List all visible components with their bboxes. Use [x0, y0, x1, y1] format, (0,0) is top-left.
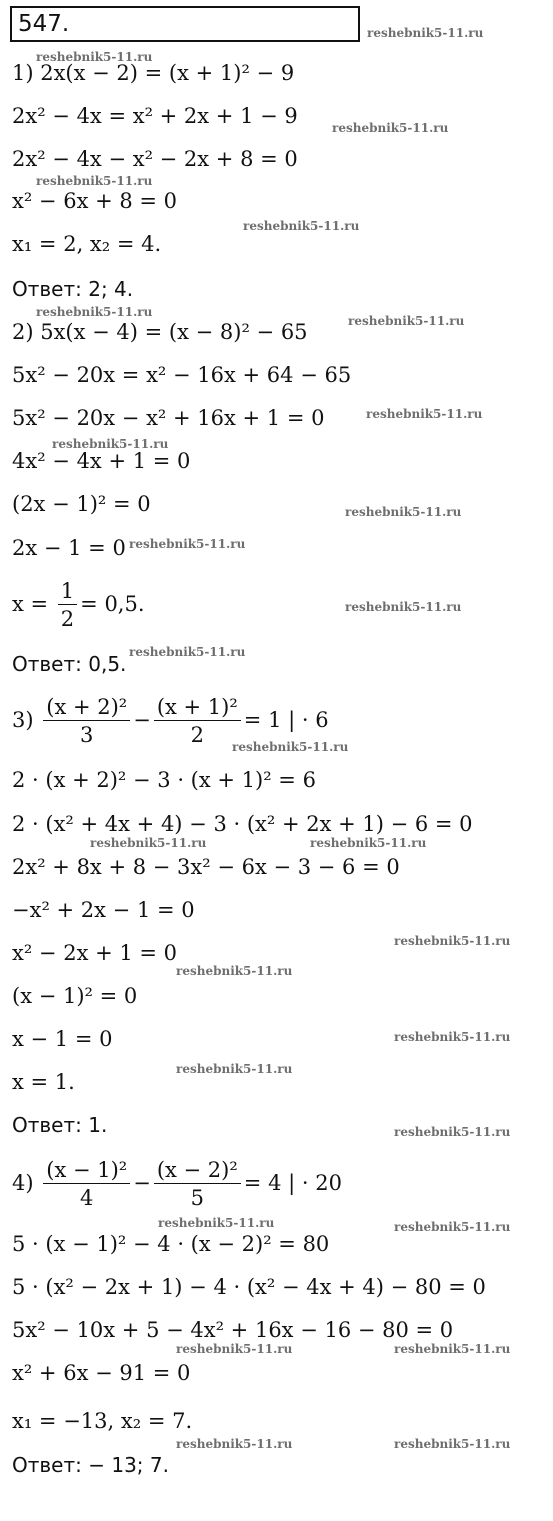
- minus-sign: −: [133, 708, 151, 732]
- solution-line: x₁ = −13, x₂ = 7.: [12, 1409, 193, 1433]
- expr-text: = 0,5.: [80, 592, 145, 616]
- solution-line: 4x² − 4x + 1 = 0: [12, 449, 191, 473]
- solution-line: 5x² − 20x − x² + 16x + 1 = 0: [12, 406, 325, 430]
- fraction-denominator: 2: [60, 607, 75, 631]
- watermark: reshebnik5-11.ru: [367, 26, 484, 40]
- fraction-denominator: 2: [190, 723, 204, 747]
- watermark: reshebnik5-11.ru: [129, 537, 246, 551]
- fraction-denominator: 4: [80, 1186, 94, 1210]
- solution-line: 2x² − 4x = x² + 2x + 1 − 9: [12, 104, 298, 128]
- solution-line: 5 · (x − 1)² − 4 · (x − 2)² = 80: [12, 1232, 330, 1256]
- watermark: reshebnik5-11.ru: [243, 219, 360, 233]
- minus-sign: −: [133, 1171, 151, 1195]
- fraction: [58, 578, 77, 633]
- answer-line: Ответ: 1.: [12, 1113, 108, 1137]
- solution-line: 2x² − 4x − x² − 2x + 8 = 0: [12, 147, 298, 171]
- problem-number: 547.: [18, 11, 70, 37]
- fraction-numerator: (x + 2)²: [43, 694, 130, 721]
- watermark: reshebnik5-11.ru: [332, 121, 449, 135]
- watermark: reshebnik5-11.ru: [129, 645, 246, 659]
- watermark: reshebnik5-11.ru: [394, 1342, 511, 1356]
- watermark: reshebnik5-11.ru: [345, 505, 462, 519]
- solution-line: 2x − 1 = 0: [12, 536, 126, 560]
- watermark: reshebnik5-11.ru: [176, 1062, 293, 1076]
- answer-line: Ответ: 2; 4.: [12, 277, 134, 301]
- fraction: [43, 694, 130, 749]
- fraction-numerator: (x + 1)²: [154, 694, 241, 721]
- fraction: [154, 1157, 241, 1212]
- watermark: reshebnik5-11.ru: [394, 1125, 511, 1139]
- solution-line: 2 · (x + 2)² − 3 · (x + 1)² = 6: [12, 768, 316, 792]
- watermark: reshebnik5-11.ru: [345, 600, 462, 614]
- part-label: 3): [12, 708, 34, 732]
- solution-line: 2 · (x² + 4x + 4) − 3 · (x² + 2x + 1) − 6 = 0: [12, 812, 473, 836]
- solution-line: x = 1.: [12, 1070, 75, 1094]
- solution-line: 5 · (x² − 2x + 1) − 4 · (x² − 4x + 4) − 80 = 0: [12, 1275, 486, 1299]
- problem-number-box: [10, 6, 360, 42]
- watermark: reshebnik5-11.ru: [36, 174, 153, 188]
- fraction: [43, 1157, 130, 1212]
- watermark: reshebnik5-11.ru: [232, 740, 349, 754]
- fraction-numerator: 1: [58, 578, 77, 605]
- fraction: [154, 694, 241, 749]
- fraction-numerator: (x − 1)²: [43, 1157, 130, 1184]
- solution-line: 5x² − 10x + 5 − 4x² + 16x − 16 − 80 = 0: [12, 1318, 454, 1342]
- watermark: reshebnik5-11.ru: [366, 407, 483, 421]
- fraction-numerator: (x − 2)²: [154, 1157, 241, 1184]
- solution-line: 2) 5x(x − 4) = (x − 8)² − 65: [12, 320, 308, 344]
- watermark: reshebnik5-11.ru: [36, 50, 153, 64]
- answer-line: Ответ: − 13; 7.: [12, 1453, 169, 1477]
- watermark: reshebnik5-11.ru: [394, 934, 511, 948]
- solution-line: (x − 1)² = 0: [12, 984, 138, 1008]
- fraction-denominator: 5: [190, 1186, 204, 1210]
- solution-line: x² − 6x + 8 = 0: [12, 189, 178, 213]
- solution-line: [12, 578, 145, 633]
- expr-text: = 1 | · 6: [243, 708, 329, 732]
- watermark: reshebnik5-11.ru: [394, 1437, 511, 1451]
- answer-line: Ответ: 0,5.: [12, 652, 127, 676]
- part-label: 4): [12, 1171, 34, 1195]
- solution-line: [12, 1157, 342, 1212]
- watermark: reshebnik5-11.ru: [176, 964, 293, 978]
- solution-line: (2x − 1)² = 0: [12, 492, 151, 516]
- watermark: reshebnik5-11.ru: [176, 1437, 293, 1451]
- expr-text: = 4 | · 20: [243, 1171, 342, 1195]
- watermark: reshebnik5-11.ru: [36, 305, 153, 319]
- solution-line: x − 1 = 0: [12, 1027, 113, 1051]
- watermark: reshebnik5-11.ru: [348, 314, 465, 328]
- solution-line: −x² + 2x − 1 = 0: [12, 898, 195, 922]
- solution-line: x² + 6x − 91 = 0: [12, 1361, 191, 1385]
- expr-text: x =: [12, 592, 55, 616]
- solution-line: 1) 2x(x − 2) = (x + 1)² − 9: [12, 61, 295, 85]
- watermark: reshebnik5-11.ru: [90, 836, 207, 850]
- solution-line: 2x² + 8x + 8 − 3x² − 6x − 3 − 6 = 0: [12, 855, 400, 879]
- solution-line: x₁ = 2, x₂ = 4.: [12, 232, 162, 256]
- watermark: reshebnik5-11.ru: [394, 1220, 511, 1234]
- watermark: reshebnik5-11.ru: [176, 1342, 293, 1356]
- watermark: reshebnik5-11.ru: [158, 1216, 275, 1230]
- watermark: reshebnik5-11.ru: [394, 1030, 511, 1044]
- solution-line: 5x² − 20x = x² − 16x + 64 − 65: [12, 363, 352, 387]
- solution-line: x² − 2x + 1 = 0: [12, 941, 178, 965]
- fraction-denominator: 3: [80, 723, 94, 747]
- watermark: reshebnik5-11.ru: [52, 437, 169, 451]
- watermark: reshebnik5-11.ru: [310, 836, 427, 850]
